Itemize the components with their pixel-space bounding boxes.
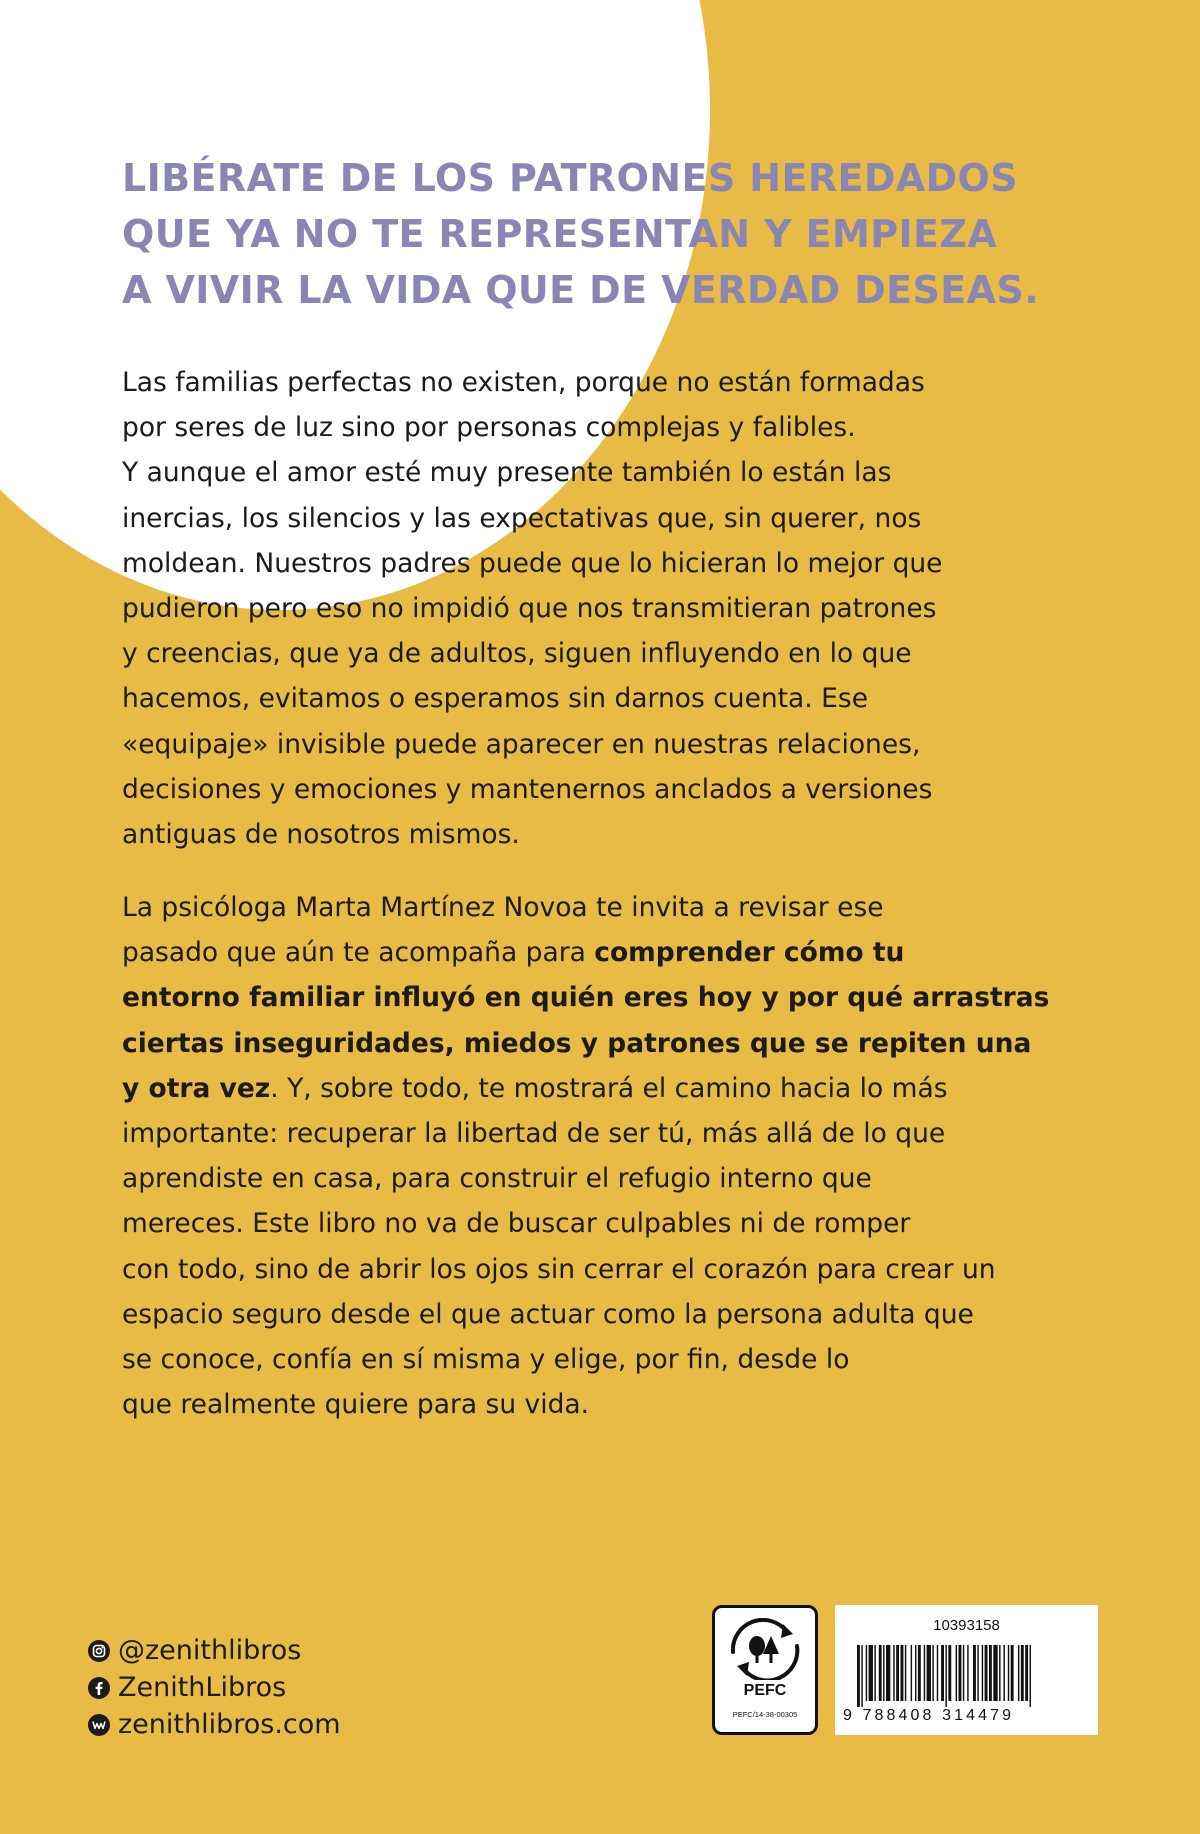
isbn-number: 9 788408 314479: [843, 1707, 1015, 1724]
barcode-bar: [1008, 1645, 1009, 1701]
barcode-bar: [993, 1645, 997, 1701]
barcode-bar: [956, 1645, 957, 1701]
normal-text: pasado que aún te acompaña para: [122, 937, 595, 969]
paragraph-line: La psicóloga Marta Martínez Novoa te invita a revisar ese: [122, 892, 884, 923]
facebook-icon: [88, 1677, 110, 1699]
paragraph-line: y creencias, que ya de adultos, siguen influyendo en lo que: [122, 638, 912, 670]
barcode-bar: [973, 1645, 976, 1701]
social-facebook[interactable]: [88, 1669, 341, 1706]
paragraph-line: Las familias perfectas no existen, porque no están formadas: [122, 367, 925, 398]
barcode-bar: [985, 1645, 988, 1701]
barcode-bar: [1011, 1645, 1014, 1701]
paragraph-line: Y aunque el amor esté muy presente también lo están las: [122, 457, 892, 489]
paragraph-line: «equipaje» invisible puede aparecer en nuestras relaciones,: [122, 728, 921, 760]
social-instagram[interactable]: [88, 1632, 341, 1669]
pefc-certification-badge: [712, 1605, 818, 1735]
facebook-handle[interactable]: ZenithLibros: [118, 1672, 287, 1703]
headline: [122, 150, 1082, 318]
paragraph-line: [122, 1021, 1082, 1066]
barcode-bar: [1021, 1645, 1024, 1701]
barcode-bar: [945, 1645, 946, 1707]
paragraph-line: inercias, los silencios y las expectativas que, sin querer, nos: [122, 502, 922, 534]
barcode-bar: [982, 1645, 983, 1701]
barcode-bar: [866, 1645, 867, 1701]
pefc-trees-icon: [727, 1618, 803, 1680]
isbn-barcode: [835, 1605, 1098, 1735]
paragraph-line: [122, 930, 1082, 975]
headline-line: LIBÉRATE DE LOS PATRONES HEREDADOS: [122, 156, 1019, 200]
paragraph-line: antiguas de nosotros mismos.: [122, 819, 520, 851]
barcode-bar: [1030, 1645, 1031, 1707]
barcode-bar: [861, 1645, 862, 1707]
barcode-bar: [886, 1645, 890, 1701]
pefc-code: PEFC/14-38-00305: [732, 1710, 798, 1719]
instagram-icon: [88, 1640, 110, 1662]
barcode-bar: [989, 1645, 992, 1701]
paragraph-line: [122, 975, 1082, 1020]
pefc-label: PEFC: [743, 1682, 787, 1699]
barcode-bar: [959, 1645, 962, 1701]
bold-text: ciertas inseguridades, miedos y patrones que se repiten una: [122, 1027, 1032, 1059]
paragraph-line: pudieron pero eso no impidió que nos transmitieran patrones: [122, 593, 937, 625]
paragraph-line: [122, 1066, 1082, 1111]
bold-text: comprender cómo tu: [594, 937, 905, 969]
barcode-bar: [927, 1645, 931, 1701]
paragraph-line: por seres de luz sino por personas complejas y falibles.: [122, 412, 856, 444]
barcode-bar: [941, 1645, 944, 1701]
barcode-bar: [1025, 1645, 1028, 1701]
barcode-bar: [896, 1645, 899, 1701]
description-paragraph-2: [122, 885, 1082, 1427]
social-web[interactable]: [88, 1706, 341, 1743]
social-links: [88, 1632, 341, 1743]
paragraph-line: decisiones y emociones y mantenernos anclados a versiones: [122, 773, 933, 805]
normal-text: . Y, sobre todo, te mostrará el camino hacia lo más: [270, 1072, 948, 1104]
barcode-bar: [937, 1645, 938, 1701]
barcode-bar: [1003, 1645, 1004, 1701]
bold-text: entorno familiar influyó en quién eres hoy y por qué arrastras: [122, 982, 1050, 1014]
paragraph-line: importante: recuperar la libertad de ser tú, más allá de lo que: [122, 1118, 946, 1150]
web-icon: [88, 1714, 110, 1736]
paragraph-line: mereces. Este libro no va de buscar culpables ni de romper: [122, 1208, 911, 1240]
barcode-bar: [874, 1645, 875, 1701]
barcode-bar: [977, 1645, 978, 1701]
headline-line: A VIVIR LA VIDA QUE DE VERDAD DESEAS.: [122, 268, 1040, 312]
description-paragraph-1: [122, 360, 1082, 857]
barcode-bar: [869, 1645, 873, 1701]
barcode-bars: [857, 1645, 1079, 1707]
barcode-bar: [963, 1645, 964, 1701]
barcode-bar: [911, 1645, 912, 1701]
barcode-bar: [967, 1645, 968, 1701]
barcode-bar: [918, 1645, 921, 1701]
instagram-handle[interactable]: @zenithlibros: [118, 1635, 302, 1666]
barcode-bar: [924, 1645, 925, 1701]
barcode-bar: [1018, 1645, 1019, 1701]
barcode-bar: [901, 1645, 904, 1701]
barcode-bar: [905, 1645, 906, 1701]
headline-line: QUE YA NO TE REPRESENTAN Y EMPIEZA: [122, 212, 998, 256]
barcode-bar: [893, 1645, 894, 1701]
barcode-bar: [879, 1645, 882, 1701]
product-reference: 10393158: [933, 1617, 1000, 1634]
website-url[interactable]: zenithlibros.com: [118, 1709, 341, 1740]
barcode-bar: [999, 1645, 1000, 1701]
bold-text: y otra vez: [122, 1072, 271, 1104]
barcode-bar: [915, 1645, 916, 1701]
barcode-bar: [948, 1645, 951, 1701]
barcode-bar: [857, 1645, 860, 1707]
paragraph-line: moldean. Nuestros padres puede que lo hicieran lo mejor que: [122, 547, 943, 579]
paragraph-line: aprendiste en casa, para construir el refugio interno que: [122, 1163, 872, 1195]
barcode-bar: [883, 1645, 884, 1701]
paragraph-line: que realmente quiere para su vida.: [122, 1389, 590, 1421]
paragraph-line: hacemos, evitamos o esperamos sin darnos cuenta. Ese: [122, 683, 868, 715]
paragraph-line: espacio seguro desde el que actuar como la persona adulta que: [122, 1298, 974, 1330]
paragraph-line: con todo, sino de abrir los ojos sin cerrar el corazón para crear un: [122, 1253, 996, 1285]
paragraph-line: se conoce, confía en sí misma y elige, por fin, desde lo: [122, 1344, 850, 1376]
barcode-bar: [932, 1645, 933, 1701]
